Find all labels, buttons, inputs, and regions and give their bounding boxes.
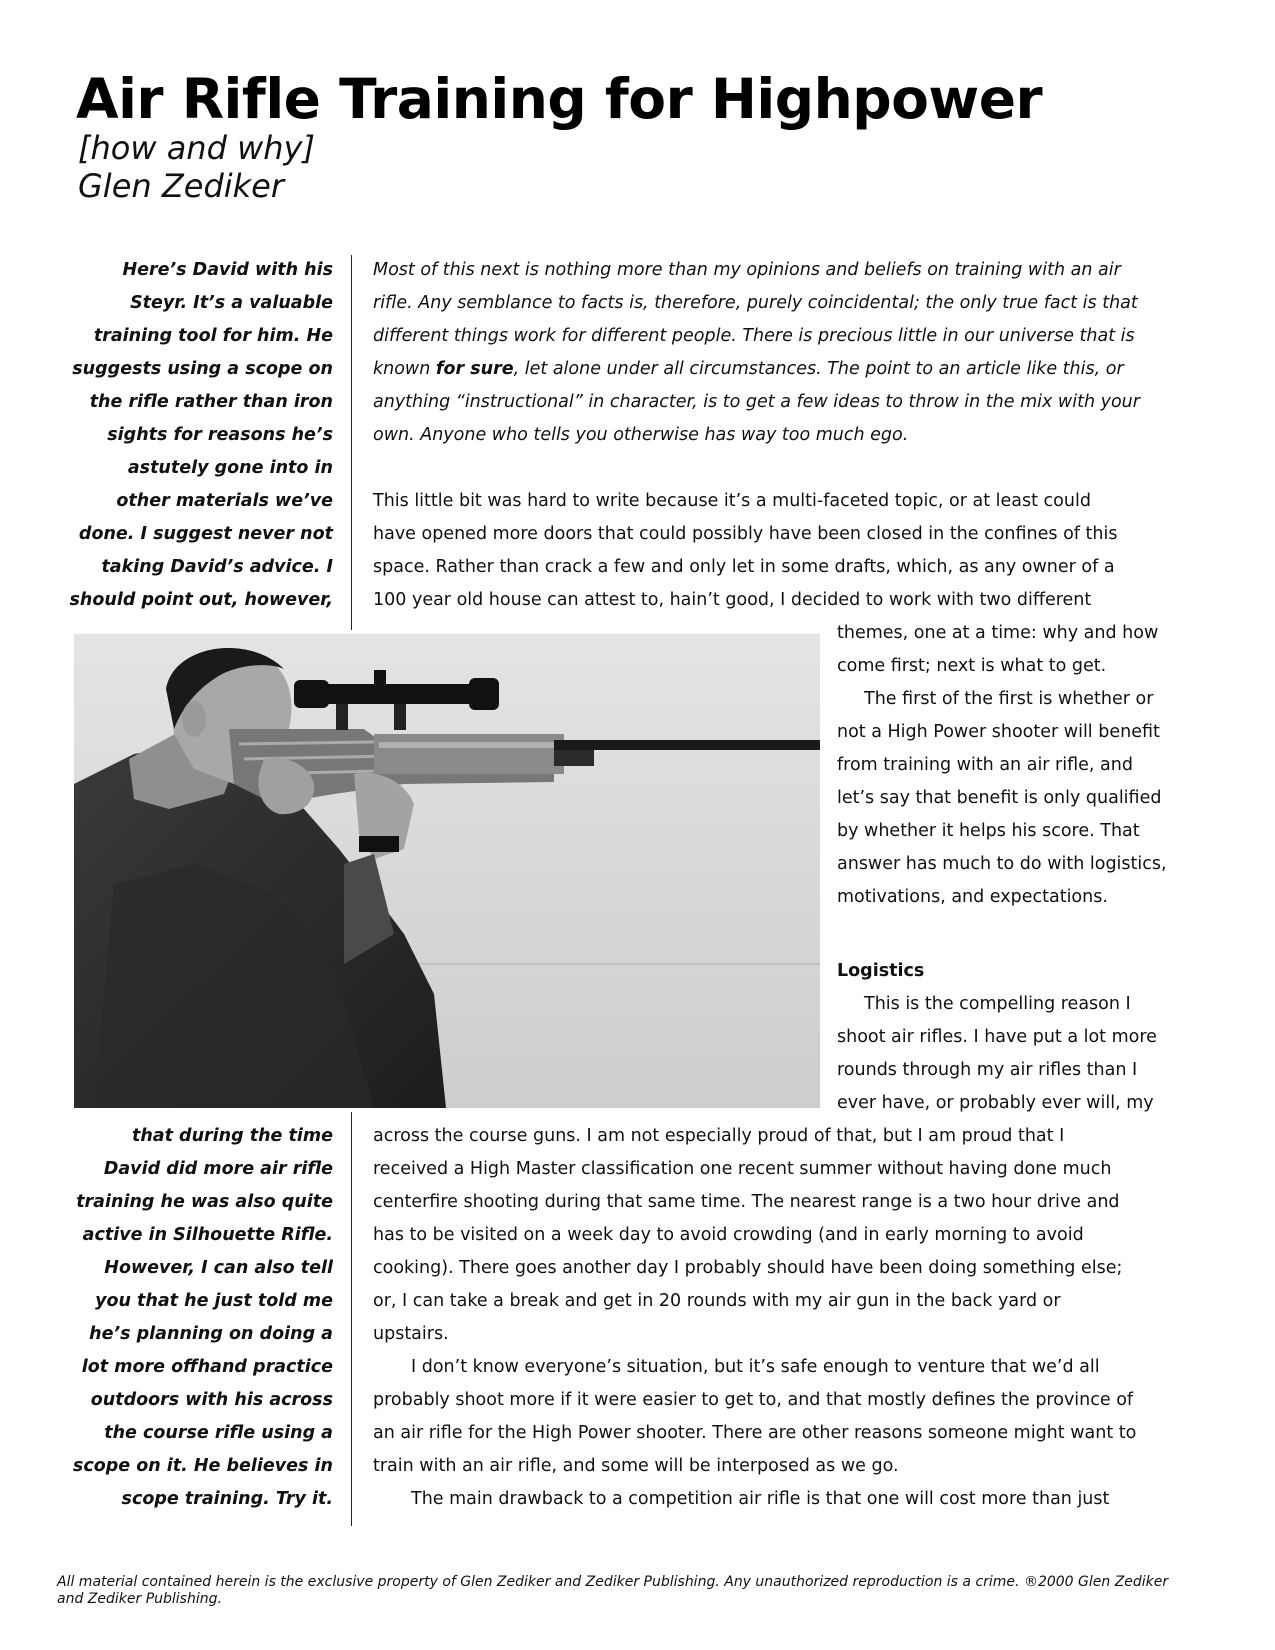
- text-line: themes, one at a time: why and how: [837, 623, 1159, 643]
- text-line: cooking). There goes another day I probably should have been doing something else;: [373, 1258, 1123, 1278]
- text-line: own. Anyone who tells you otherwise has way too much ego.: [373, 425, 909, 445]
- caption-line: Steyr. It’s a valuable: [130, 293, 333, 313]
- caption-line: training he was also quite: [76, 1192, 333, 1212]
- text-line: ever have, or probably ever will, my: [837, 1093, 1154, 1113]
- caption-line: However, I can also tell: [104, 1258, 333, 1278]
- text-line: This is the compelling reason I: [864, 994, 1131, 1014]
- caption-line: scope on it. He believes in: [72, 1456, 333, 1476]
- caption-line: David did more air rifle: [103, 1159, 333, 1179]
- text-line: train with an air rifle, and some will be interposed as we go.: [373, 1456, 899, 1476]
- text-run: known: [373, 359, 436, 379]
- caption-line: the rifle rather than iron: [89, 392, 333, 412]
- caption-line: taking David’s advice. I: [101, 557, 333, 577]
- text-line: rounds through my air rifles than I: [837, 1060, 1138, 1080]
- caption-line: suggests using a scope on: [72, 359, 333, 379]
- paragraph-logistics-continued: [373, 1120, 1122, 1351]
- article-title: Air Rifle Training for Highpower: [76, 67, 1043, 131]
- article-subtitle: [how and why]: [78, 129, 315, 167]
- text-line: different things work for different people. There is precious little in our universe that is: [373, 326, 1135, 346]
- paragraph-logistics: [837, 988, 1157, 1120]
- caption-line: lot more offhand practice: [81, 1357, 333, 1377]
- text-line: let’s say that benefit is only qualified: [837, 788, 1162, 808]
- caption-line: you that he just told me: [95, 1291, 333, 1311]
- caption-line: that during the time: [131, 1126, 333, 1146]
- text-line: space. Rather than crack a few and only let in some drafts, which, as any owner of a: [373, 557, 1115, 577]
- text-line: or, I can take a break and get in 20 rounds with my air gun in the back yard or: [373, 1291, 1061, 1311]
- copyright-footer: All material contained herein is the exclusive property of Glen Zediker and Zediker Publishing. Any unauthorized reproduction is a crime. ®2000 Glen Zediker and Zediker Publishing.: [57, 1574, 1169, 1607]
- text-line: probably shoot more if it were easier to get to, and that mostly defines the province of: [373, 1390, 1134, 1410]
- caption-line: Here’s David with his: [122, 260, 333, 280]
- caption-line: should point out, however,: [69, 590, 333, 610]
- article-author: Glen Zediker: [78, 167, 285, 205]
- text-line: from training with an air rifle, and: [837, 755, 1133, 775]
- paragraph-drawback: The main drawback to a competition air rifle is that one will cost more than just: [411, 1489, 1110, 1509]
- text-line: [373, 353, 1140, 386]
- caption-line: astutely gone into in: [127, 458, 333, 478]
- caption-line: done. I suggest never not: [78, 524, 333, 544]
- caption-line: sights for reasons he’s: [107, 425, 333, 445]
- paragraph-themes: [373, 485, 1117, 617]
- photo-shooter-with-air-rifle: [74, 634, 820, 1108]
- text-line: an air rifle for the High Power shooter. There are other reasons someone might want to: [373, 1423, 1137, 1443]
- caption-line: the course rifle using a: [104, 1423, 333, 1443]
- emphasis-for-sure: for sure: [435, 359, 514, 379]
- section-heading-logistics: Logistics: [837, 961, 925, 981]
- text-line: has to be visited on a week day to avoid crowding (and in early morning to avoid: [373, 1225, 1084, 1245]
- text-line: anything “instructional” in character, is to get a few ideas to throw in the mix with your: [373, 392, 1140, 412]
- text-line: shoot air rifles. I have put a lot more: [837, 1027, 1157, 1047]
- text-line: not a High Power shooter will benefit: [837, 722, 1160, 742]
- text-line: rifle. Any semblance to facts is, therefore, purely coincidental; the only true fact is that: [373, 293, 1138, 313]
- text-line: across the course guns. I am not especially proud of that, but I am proud that I: [373, 1126, 1065, 1146]
- photo-caption-bottom: [73, 1120, 333, 1516]
- text-line: 100 year old house can attest to, hain’t good, I decided to work with two different: [373, 590, 1092, 610]
- paragraph-themes-continued: [837, 617, 1158, 683]
- text-line: by whether it helps his score. That: [837, 821, 1140, 841]
- text-line: centerfire shooting during that same time. The nearest range is a two hour drive and: [373, 1192, 1120, 1212]
- caption-line: training tool for him. He: [93, 326, 333, 346]
- column-divider-top: [351, 255, 352, 630]
- caption-line: active in Silhouette Rifle.: [82, 1225, 333, 1245]
- text-line: The first of the first is whether or: [864, 689, 1154, 709]
- caption-line: other materials we’ve: [116, 491, 333, 511]
- column-divider-bottom: [351, 1112, 352, 1526]
- text-run: , let alone under all circumstances. The point to an article like this, or: [513, 359, 1124, 379]
- text-line: come first; next is what to get.: [837, 656, 1107, 676]
- paragraph-benefit: [837, 683, 1167, 914]
- text-line: This little bit was hard to write because it’s a multi-faceted topic, or at least could: [373, 491, 1091, 511]
- text-line: answer has much to do with logistics,: [837, 854, 1167, 874]
- text-line: upstairs.: [373, 1324, 449, 1344]
- caption-line: he’s planning on doing a: [89, 1324, 333, 1344]
- text-line: Most of this next is nothing more than my opinions and beliefs on training with an air: [373, 260, 1121, 280]
- intro-paragraph: [373, 254, 1140, 452]
- text-line: received a High Master classification one recent summer without having done much: [373, 1159, 1112, 1179]
- caption-line: outdoors with his across: [90, 1390, 333, 1410]
- text-line: have opened more doors that could possibly have been closed in the confines of this: [373, 524, 1118, 544]
- photo-caption-top: [69, 254, 333, 617]
- text-line: I don’t know everyone’s situation, but it’s safe enough to venture that we’d all: [411, 1357, 1100, 1377]
- text-line: motivations, and expectations.: [837, 887, 1108, 907]
- caption-line: scope training. Try it.: [121, 1489, 333, 1509]
- paragraph-province: [373, 1351, 1136, 1483]
